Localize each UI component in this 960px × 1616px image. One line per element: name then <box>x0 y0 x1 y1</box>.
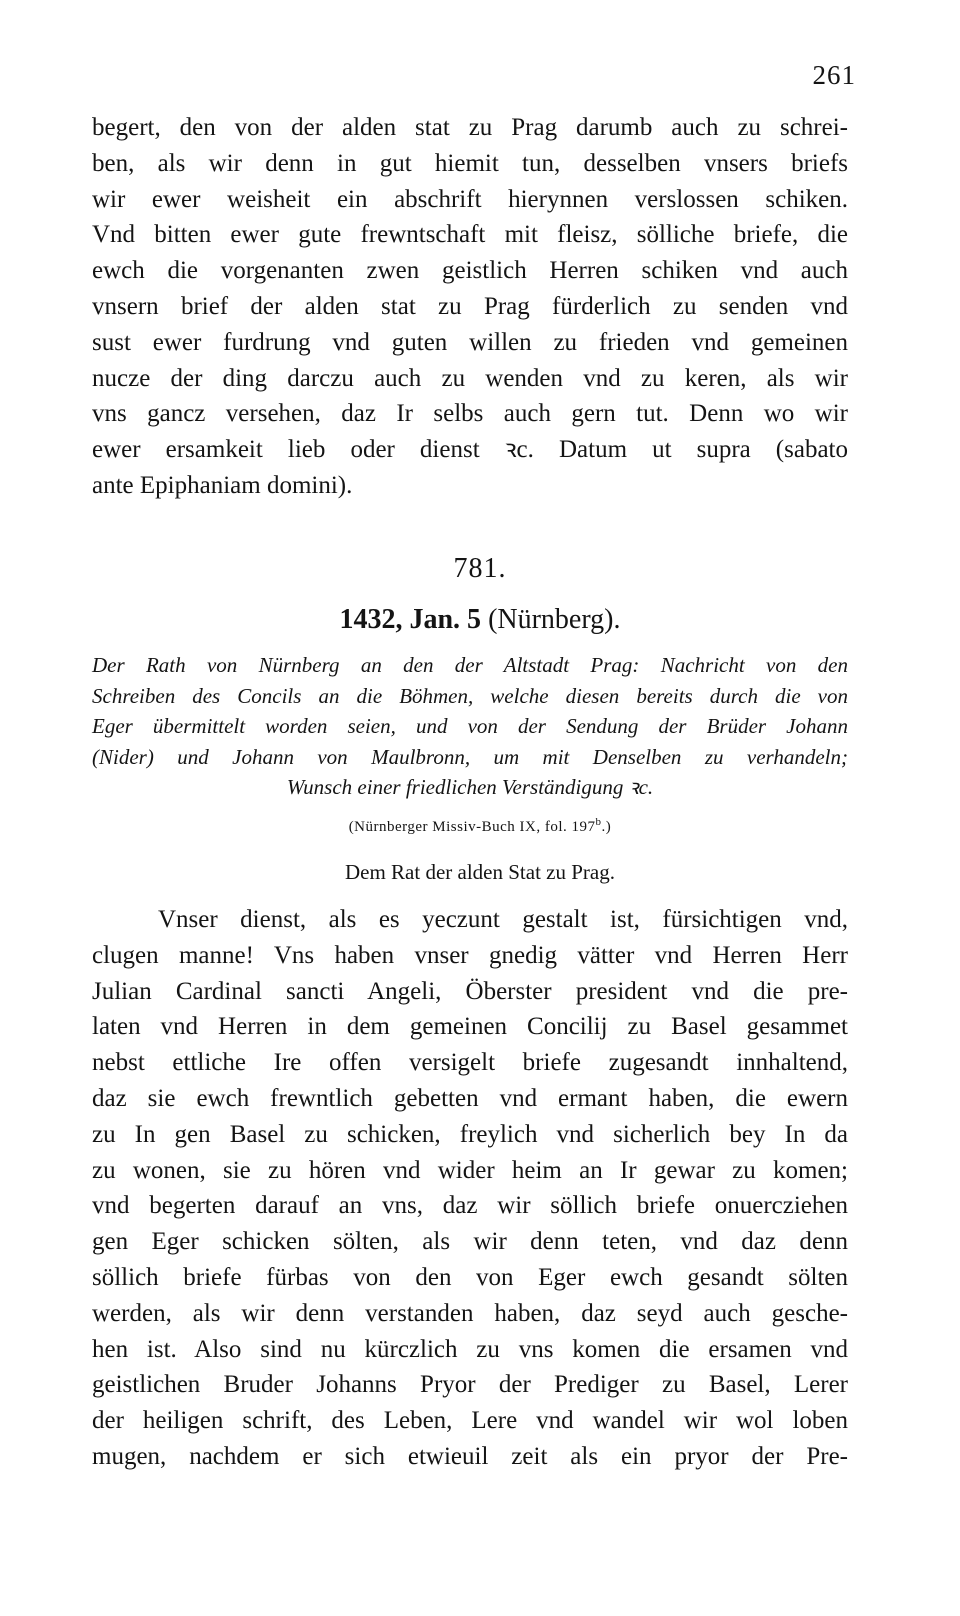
text-line: söllich briefe fürbas von den von Eger ewch gesandt sölten <box>92 1263 848 1291</box>
text-line: laten vnd Herren in dem gemeinen Concilij zu Basel gesammet <box>92 1013 848 1041</box>
text-line: clugen manne! Vns haben vnser gnedig vätter vnd Herren Herr <box>92 941 848 969</box>
summary-line: Eger übermittelt worden seien, und von der Sendung der Brüder Johann <box>92 714 848 739</box>
summary-line: Der Rath von Nürnberg an den der Altstadt Prag: Nachricht von den <box>92 653 848 677</box>
text-line: ewch die vorgenanten zwen geistlich Herren schiken vnd auch <box>92 257 848 285</box>
document-date-line <box>0 604 960 636</box>
text-line: sust ewer furdrung vnd guten willen zu frieden vnd gemeinen <box>92 328 848 356</box>
text-line: gen Eger schicken sölten, als wir denn teten, vnd daz denn <box>92 1228 848 1256</box>
text-line: vnd begerten darauf an vns, daz wir söllich briefe onuercziehen <box>92 1192 848 1220</box>
text-line: zu wonen, sie zu hören vnd wider heim an Ir gewar zu komen; <box>92 1156 848 1184</box>
summary-line: Wunsch einer friedlichen Verständigung ꝛc. <box>286 775 654 800</box>
text-line: mugen, nachdem er sich etwieuil zeit als ein pryor der Pre- <box>92 1442 848 1470</box>
source-superscript: b <box>595 816 602 828</box>
summary-line: (Nider) und Johann von Maulbronn, um mit Denselben zu verhandeln; <box>92 744 848 769</box>
source-text: (Nürnberger Missiv-Buch IX, fol. 197 <box>348 819 596 835</box>
text-line: geistlichen Bruder Johanns Pryor der Prediger zu Basel, Lerer <box>92 1371 848 1399</box>
text-line: daz sie ewch frewntlich gebetten vnd ermant haben, die ewern <box>92 1084 848 1112</box>
document-number: 781. <box>453 553 507 584</box>
document-place: (Nürnberg). <box>481 604 621 635</box>
text-line: wir ewer weisheit ein abschrift hierynnen verslossen schiken. <box>92 185 848 213</box>
text-line: vnsern brief der alden stat zu Prag fürderlich zu senden vnd <box>92 292 848 320</box>
text-line: nebst ettliche Ire offen versigelt briefe zugesandt innhaltend, <box>92 1049 848 1077</box>
source-citation <box>0 816 960 836</box>
page-number: 261 <box>812 60 856 90</box>
text-line: ante Epiphaniam domini). <box>92 471 353 499</box>
text-line: werden, als wir denn verstanden haben, daz seyd auch gesche- <box>92 1299 848 1327</box>
document-date: 1432, Jan. 5 <box>339 604 482 635</box>
text-line: begert, den von der alden stat zu Prag darumb auch zu schrei- <box>92 114 848 141</box>
text-line: nucze der ding darczu auch zu wenden vnd zu keren, als wir <box>92 364 848 392</box>
text-line: ewer ersamkeit lieb oder dienst ꝛc. Datum ut supra (sabato <box>92 436 848 464</box>
text-line: hen ist. Also sind nu kürczlich zu vns komen die ersamen vnd <box>92 1335 848 1363</box>
source-close: .) <box>601 819 612 835</box>
text-line: vns gancz versehen, daz Ir selbs auch gern tut. Denn wo wir <box>92 400 848 428</box>
text-line: Vnser dienst, als es yeczunt gestalt ist, fürsichtigen vnd, <box>158 906 848 933</box>
document-summary <box>92 650 848 803</box>
letter-body <box>92 902 848 1475</box>
summary-line: Schreiben des Concils an die Böhmen, welche diesen bereits durch die von <box>92 683 848 708</box>
text-line: zu In gen Basel zu schicken, freylich vnd sicherlich bey In da <box>92 1120 848 1148</box>
top-paragraph <box>92 110 848 504</box>
letter-address: Dem Rat der alden Stat zu Prag. <box>344 860 615 884</box>
text-line: Julian Cardinal sancti Angeli, Öberster president vnd die pre- <box>92 977 848 1005</box>
text-line: Vnd bitten ewer gute frewntschaft mit fleisz, sölliche briefe, die <box>92 221 848 249</box>
text-line: ben, als wir denn in gut hiemit tun, desselben vnsers briefs <box>92 149 848 177</box>
text-line: der heiligen schrift, des Leben, Lere vnd wandel wir wol loben <box>92 1407 848 1435</box>
